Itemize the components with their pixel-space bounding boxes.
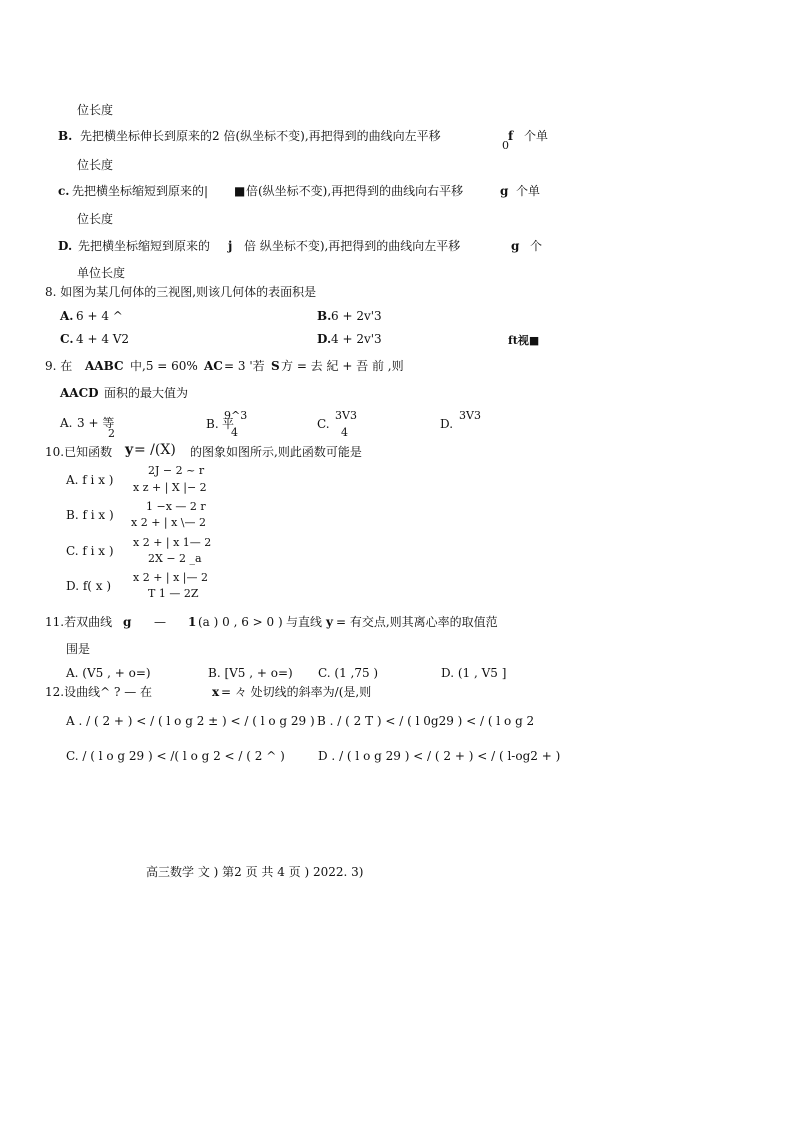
q9-line2-text: 面积的最大值为 xyxy=(104,386,189,400)
q7-option-b-end: 个单 xyxy=(524,129,549,143)
q10-option-a-label: A. f i x ) xyxy=(66,473,114,487)
q10-option-d-label: D. f( x ) xyxy=(66,579,112,593)
q10-option-d-denominator: T 1 — 2Z xyxy=(148,587,199,600)
q12-stem-end: = 々 处切线的斜率为/(是,则 xyxy=(221,685,372,699)
q9-line2-triangle: AACD xyxy=(60,386,99,400)
q9-stem-s: S xyxy=(271,359,280,373)
q11-option-d: D. (1 , V5 ] xyxy=(441,666,507,680)
q11-stem-condition: (a ) 0 , 6 > 0 ) xyxy=(198,615,283,629)
q7-option-d-text2: 倍 纵坐标不变),再把得到的曲线向左平移 xyxy=(244,239,461,253)
q7-option-d-end: 个 xyxy=(530,239,543,253)
q7-option-b-symbol: f xyxy=(508,129,514,143)
q9-option-d-numerator: 3V3 xyxy=(459,409,481,422)
q9-stem-middle2: = 3 '若 xyxy=(224,359,265,373)
q7-option-d-symbol2: g xyxy=(511,239,520,253)
q7-c-continuation: 位长度 xyxy=(77,212,114,226)
q7-option-c-box-icon: ■ xyxy=(234,184,246,198)
q9-option-a-label: A. xyxy=(60,416,73,430)
q9-option-d-label: D. xyxy=(440,417,454,431)
q9-option-b-numerator: 9^3 xyxy=(224,409,248,422)
q7-option-c-text: 先把横坐标缩短到原来的| xyxy=(72,184,209,198)
q11-option-a: A. (V5 , + o=) xyxy=(66,666,151,680)
q8-option-b-label: B. xyxy=(317,309,332,323)
q11-stem-dash: — xyxy=(154,615,166,629)
q12-stem-prefix: 12.设曲线^ ? — 在 xyxy=(45,685,153,699)
q7-option-c-text2: 倍(纵坐标不变),再把得到的曲线向右平移 xyxy=(246,184,464,198)
q9-stem-triangle: AABC xyxy=(85,359,124,373)
q10-stem-prefix: 10.已知函数 xyxy=(45,445,113,459)
q12-option-b: B . / ( 2 T ) < / ( l 0g29 ) < / ( l o g 2 xyxy=(317,714,535,728)
q12-option-d: D . / ( l o g 29 ) < / ( 2 + ) < / ( l-og2 + ) xyxy=(318,749,561,763)
q7-option-b-label: B. xyxy=(58,129,73,143)
q7-option-b-subscript: 0 xyxy=(502,139,509,152)
q10-stem-end: 的图象如图所示,则此函数可能是 xyxy=(190,445,362,459)
q10-option-d-numerator: x 2 + | x |— 2 xyxy=(133,571,209,584)
q8-stem: 8. 如图为某几何体的三视图,则该几何体的表面积是 xyxy=(45,285,317,299)
q10-option-c-numerator: x 2 + | x 1— 2 xyxy=(133,536,212,549)
q10-stem-function: = /(X) xyxy=(134,442,176,458)
q8-option-d-label: D. xyxy=(317,332,332,346)
q8-option-c-label: C. xyxy=(60,332,74,346)
q9-option-b-prefix: 平 xyxy=(222,417,235,431)
q7-d-continuation: 单位长度 xyxy=(77,266,126,280)
q12-option-a: A . / ( 2 + ) < / ( l o g 2 ± ) < / ( l o g 29 ) xyxy=(66,714,315,728)
q7-b-continuation: 位长度 xyxy=(77,158,114,172)
q9-stem-end: 方 = 去 紀 + 吾 前 ,则 xyxy=(281,359,404,373)
q9-option-b-denominator: 4 xyxy=(231,426,238,439)
q7-option-c-symbol: g xyxy=(500,184,509,198)
q12-stem-x: x xyxy=(212,685,220,699)
q9-stem-middle: 中,5 = 60% xyxy=(130,359,198,373)
q10-option-a-denominator: x z + | X |− 2 xyxy=(133,481,207,494)
q9-option-b-label: B. xyxy=(206,417,219,431)
page-footer: 高三数学 文 ) 第2 页 共 4 页 ) 2022. 3) xyxy=(146,865,364,879)
q7-option-c-label: c. xyxy=(58,184,70,198)
q10-option-b-denominator: x 2 + | x \— 2 xyxy=(131,516,207,529)
q8-side-view-label: ft视■ xyxy=(508,334,540,347)
q11-stem-end: = 有交点,则其离心率的取值范 xyxy=(336,615,498,629)
q7-a-continuation: 位长度 xyxy=(77,103,114,117)
q10-stem-y: y xyxy=(125,442,134,458)
q9-option-c-denominator: 4 xyxy=(341,426,348,439)
q11-stem-one: 1 xyxy=(188,615,197,629)
q7-option-c-end: 个单 xyxy=(516,184,541,198)
q7-option-d-text: 先把横坐标缩短到原来的 xyxy=(78,239,211,253)
q8-option-b-text: 6 + 2v'3 xyxy=(331,309,382,323)
q8-option-a-text: 6 + 4 ^ xyxy=(76,309,123,323)
q11-option-c: C. (1 ,75 ) xyxy=(318,666,379,680)
q11-stem-y: y xyxy=(326,615,333,629)
q10-option-b-numerator: 1 −x — 2 r xyxy=(146,500,206,513)
q10-option-a-numerator: 2J − 2 ~ r xyxy=(148,464,205,477)
q12-option-c: C. / ( l o g 29 ) < /( l o g 2 < / ( 2 ^ ) xyxy=(66,749,285,763)
q11-stem-middle: 与直线 xyxy=(286,615,323,629)
q11-continuation: 围是 xyxy=(66,642,91,656)
q9-option-c-label: C. xyxy=(317,417,330,431)
q9-stem-ac: AC xyxy=(204,359,223,373)
q11-option-b: B. [V5 , + o=) xyxy=(208,666,293,680)
q8-option-c-text: 4 + 4 V2 xyxy=(76,332,130,346)
q7-option-d-label: D. xyxy=(58,239,73,253)
q9-option-a-text: 3 + 等 xyxy=(77,416,115,430)
q11-stem-prefix: 11.若双曲线 xyxy=(45,615,113,629)
q10-option-b-label: B. f i x ) xyxy=(66,508,114,522)
q9-stem-prefix: 9. 在 xyxy=(45,359,73,373)
q10-option-c-denominator: 2X − 2 _a xyxy=(148,552,202,565)
q10-option-c-label: C. f i x ) xyxy=(66,544,114,558)
q9-option-a-subscript: 2 xyxy=(108,427,115,440)
q7-option-d-symbol1: j xyxy=(228,239,233,253)
q11-stem-g: g xyxy=(123,615,132,629)
q9-option-c-numerator: 3V3 xyxy=(335,409,357,422)
q7-option-b-text: 先把横坐标伸长到原来的2 倍(纵坐标不变),再把得到的曲线向左平移 xyxy=(80,129,441,143)
q8-option-d-text: 4 + 2v'3 xyxy=(331,332,382,346)
q8-option-a-label: A. xyxy=(60,309,74,323)
